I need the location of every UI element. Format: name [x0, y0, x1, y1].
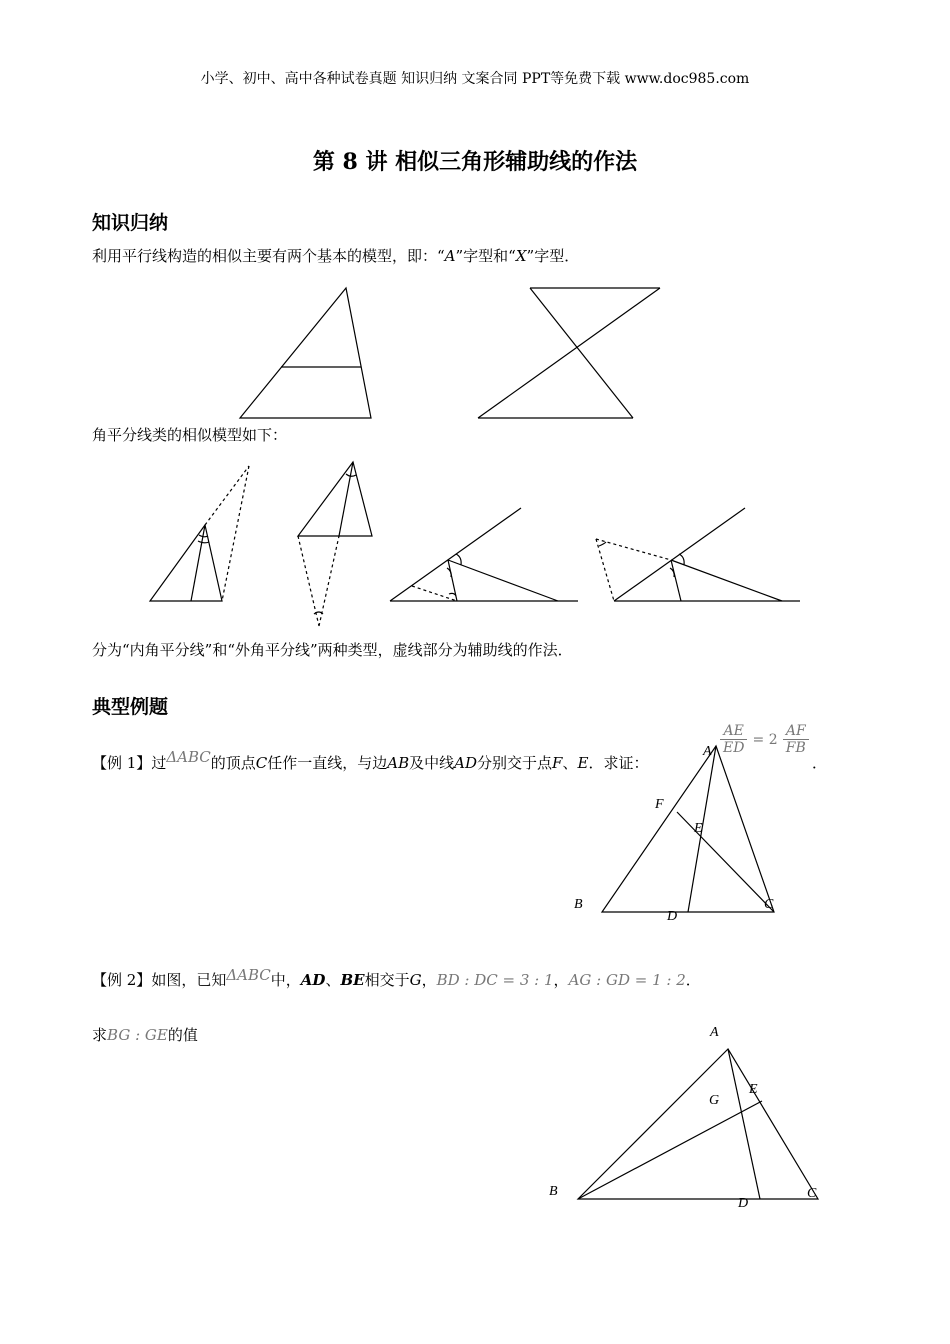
example2-question: 求BG : GE的值: [92, 1026, 198, 1044]
ex1-label-E: E: [694, 821, 703, 836]
ex2-label-C: C: [807, 1186, 817, 1201]
x-type-figure: [478, 288, 660, 418]
page-title: 第 8 讲 相似三角形辅助线的作法: [312, 149, 638, 175]
example1-text: 【例 1】过ΔABC的顶点C任作一直线，与边AB及中线AD分别交于点F、E．求证：: [92, 748, 649, 772]
bisector-figure-1: [150, 466, 249, 601]
example2-figure: [578, 1049, 818, 1199]
ex1-label-B: B: [574, 897, 583, 912]
a-type-figure: [240, 288, 371, 418]
example1-end: ．: [812, 754, 828, 772]
ex2-label-A: A: [710, 1025, 719, 1040]
ex2-label-D: D: [738, 1196, 749, 1211]
ex1-label-C: C: [764, 897, 774, 912]
ex1-label-D: D: [667, 909, 678, 924]
section-heading-knowledge: 知识归纳: [92, 212, 169, 234]
ex1-label-F: F: [655, 797, 664, 812]
ex1-label-A: A: [703, 744, 712, 759]
bisector-figure-2: [298, 462, 372, 626]
bisector-note: 分为“内角平分线”和“外角平分线”两种类型，虚线部分为辅助线的作法．: [92, 641, 573, 659]
section-heading-examples: 典型例题: [92, 696, 169, 718]
example1-formula: $\frac{AE}{ED}$ = 2 $\frac{AF}{FB}$: [720, 723, 809, 756]
page-header: 小学、初中、高中各种试卷真题 知识归纳 文案合同 PPT等免费下载 www.doc985.com: [200, 71, 750, 87]
ex2-label-E: E: [749, 1082, 758, 1097]
ex2-label-G: G: [709, 1093, 720, 1108]
bisector-intro: 角平分线类的相似模型如下：: [92, 426, 288, 444]
intro-paragraph: 利用平行线构造的相似主要有两个基本的模型，即：“A”字型和“X”字型．: [92, 247, 580, 265]
bisector-figure-3: [390, 508, 578, 601]
example2-text: 【例 2】如图，已知ΔABC中，AD、BE相交于G，BD : DC = 3 : 1，AG : GD = 1 : 2．: [92, 966, 701, 989]
ex2-label-B: B: [549, 1184, 558, 1199]
bisector-figure-4: [596, 508, 800, 601]
